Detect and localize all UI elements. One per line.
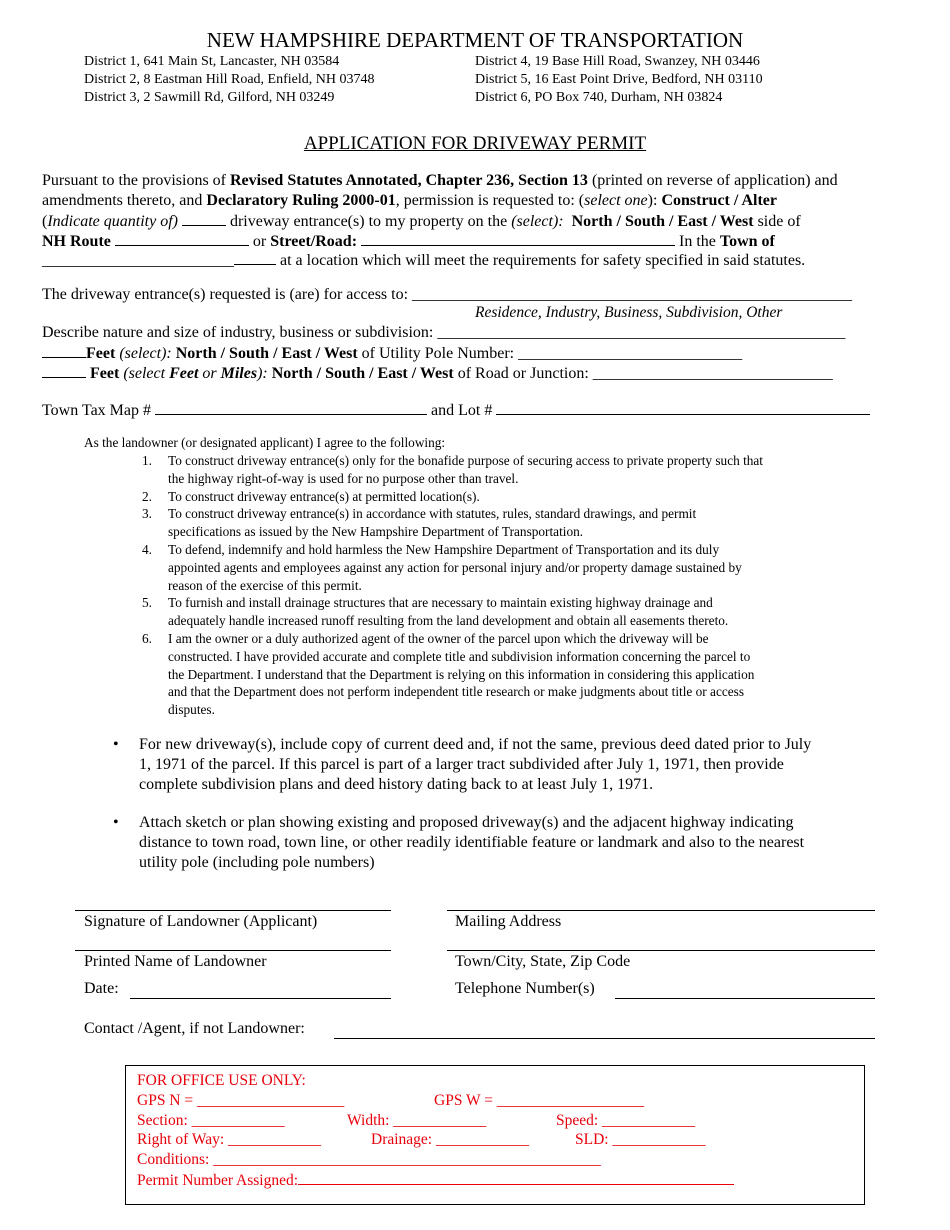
intro-line-4: NH Route or Street/Road: In the Town of — [42, 233, 775, 250]
width-field: Width: ____________ — [347, 1112, 487, 1129]
district-3: District 3, 2 Sawmill Rd, Gilford, NH 03249 — [84, 90, 335, 105]
bullet-icon: • — [113, 814, 119, 831]
department-title: NEW HAMPSHIRE DEPARTMENT OF TRANSPORTATION — [206, 28, 744, 52]
intro-line-5: ________________________ at a location which will meet the requirements for safety specified in said statutes. — [42, 252, 806, 269]
mailing-address-line[interactable] — [447, 910, 875, 911]
date-field[interactable] — [130, 998, 391, 999]
term-text-line: and that the Department does not perform independent title research or make judgments about title or access — [168, 684, 744, 700]
district-2: District 2, 8 Eastman Hill Road, Enfield, NH 03748 — [84, 72, 375, 87]
district-6: District 6, PO Box 740, Durham, NH 03824 — [475, 90, 723, 105]
bullet-text-line: Attach sketch or plan showing existing and proposed driveway(s) and the adjacent highway indicating — [139, 814, 794, 831]
junction-direction-select[interactable]: North / South / East / West — [271, 365, 454, 382]
term-item — [138, 488, 763, 506]
term-item — [138, 452, 763, 488]
term-item — [138, 630, 763, 719]
term-text-line: To construct driveway entrance(s) only for the bonafide purpose of securing access to private property such that — [168, 453, 764, 468]
lot-field[interactable] — [496, 400, 870, 415]
bullet-sketch — [113, 813, 879, 873]
town-state-zip-line[interactable] — [447, 950, 875, 951]
district-4: District 4, 19 Base Hill Road, Swanzey, NH 03446 — [475, 54, 760, 69]
bullet-deed — [113, 735, 879, 795]
bullet-text-line: utility pole (including pole numbers) — [139, 854, 375, 871]
term-number: 6 . — [138, 630, 152, 648]
mailing-address-label: Mailing Address — [455, 913, 562, 930]
tax-map-field[interactable] — [155, 400, 427, 415]
gps-n-field: GPS N = ___________________ — [137, 1092, 345, 1109]
access-row: The driveway entrance(s) requested is (are) for access to: _______________________________________________________ — [42, 286, 853, 303]
term-text-line: To construct driveway entrance(s) at permitted location(s). — [168, 488, 480, 504]
contact-field[interactable] — [334, 1038, 875, 1039]
bullet-icon: • — [113, 736, 119, 753]
term-text-line: disputes. — [168, 702, 215, 718]
telephone-field[interactable] — [615, 998, 875, 999]
town-field[interactable]: ________________________ — [42, 252, 234, 269]
intro-line-2: amendments thereto, and Declaratory Ruling 2000-01, permission is requested to: (select one): Construct / Alter — [42, 192, 777, 209]
pole-direction-select[interactable]: North / South / East / West — [175, 345, 358, 362]
terms-list — [138, 452, 763, 719]
date-label: Date: — [84, 980, 119, 997]
term-text-line: specifications as issued by the New Hampshire Department of Transportation. — [168, 524, 584, 540]
signature-label: Signature of Landowner (Applicant) — [84, 913, 318, 930]
signature-line[interactable] — [75, 910, 391, 911]
junction-field[interactable]: ______________________________ — [592, 365, 833, 382]
describe-row: Describe nature and size of industry, business or subdivision: ___________________________________________________ — [42, 324, 846, 341]
speed-field: Speed: ____________ — [556, 1112, 696, 1129]
term-item — [138, 541, 763, 594]
junction-row: Feet (select Feet or Miles): North / South / East / West of Road or Junction: ______________________________ — [42, 363, 833, 384]
conditions-field: Conditions: __________________________________________________ — [137, 1151, 601, 1168]
term-text-line: the Department. I understand that the Department is relying on this information in considering this application — [168, 666, 755, 682]
intro-line-3: (Indicate quantity of) driveway entrance(s) to my property on the (select): North / South / East / West side of — [42, 213, 801, 230]
term-number: 5 . — [138, 594, 152, 612]
side-direction-select[interactable]: North / South / East / West — [571, 213, 754, 230]
term-text-line: reason of the exercise of this permit. — [168, 577, 362, 593]
bullet-text-line: complete subdivision plans and deed history dating back to at least July 1, 1971. — [139, 776, 654, 793]
office-title: FOR OFFICE USE ONLY: — [137, 1072, 306, 1089]
term-number: 3 . — [138, 505, 152, 523]
district-1: District 1, 641 Main St, Lancaster, NH 03584 — [84, 54, 340, 69]
access-field[interactable]: _______________________________________________________ — [412, 286, 853, 303]
term-text-line: the highway right-of-way is used for no purpose other than travel. — [168, 470, 519, 486]
term-text-line: appointed agents and employees against any action for personal injury and/or property damage sustained by — [168, 559, 742, 575]
contact-label: Contact /Agent, if not Landowner: — [84, 1020, 305, 1037]
taxmap-row: Town Tax Map # and Lot # — [42, 400, 870, 421]
printed-name-label: Printed Name of Landowner — [84, 953, 267, 970]
pole-number-field[interactable]: ____________________________ — [518, 345, 743, 362]
printed-name-line[interactable] — [75, 950, 391, 951]
drainage-field: Drainage: ____________ — [371, 1131, 529, 1148]
agree-intro: As the landowner (or designated applicant) I agree to the following: — [84, 435, 446, 450]
section-field: Section: ____________ — [137, 1112, 285, 1129]
term-text-line: adequately handle increased runoff resulting from the land development and obtain all easements thereto. — [168, 613, 729, 629]
junction-distance-field[interactable] — [42, 363, 86, 378]
term-text-line: To furnish and install drainage structures that are necessary to maintain existing highway drainage and — [168, 595, 713, 611]
permit-number-field: Permit Number Assigned: — [137, 1170, 734, 1191]
term-item — [138, 594, 763, 630]
term-number: 4 . — [138, 541, 152, 559]
term-text-line: To construct driveway entrance(s) in accordance with statutes, rules, standard drawings, and permit — [168, 506, 697, 522]
term-text-line: To defend, indemnify and hold harmless the New Hampshire Department of Transportation and its duly — [168, 541, 720, 557]
nh-route-field[interactable] — [115, 231, 249, 246]
term-number: 1 . — [138, 452, 152, 470]
pole-row: Feet (select): North / South / East / West of Utility Pole Number: ____________________________ — [42, 343, 742, 364]
street-road-field[interactable] — [361, 231, 675, 246]
district-5: District 5, 16 East Point Drive, Bedford, NH 03110 — [475, 72, 763, 87]
term-number: 2 . — [138, 488, 152, 506]
bullet-text-line: distance to town road, town line, or other readily identifiable feature or landmark and also to the nearest — [139, 834, 805, 851]
bullet-text-line: For new driveway(s), include copy of current deed and, if not the same, previous deed dated prior to July — [139, 736, 812, 753]
pole-feet-field[interactable] — [42, 343, 86, 358]
quantity-field[interactable] — [182, 211, 226, 226]
districts-left — [84, 53, 374, 107]
describe-field[interactable]: ___________________________________________________ — [437, 324, 846, 341]
term-text-line: I am the owner or a duly authorized agent of the owner of the parcel upon which the driveway will be — [168, 630, 709, 646]
telephone-label: Telephone Number(s) — [455, 980, 595, 997]
districts-right — [475, 53, 763, 107]
town-state-zip-label: Town/City, State, Zip Code — [455, 953, 631, 970]
construct-alter-option[interactable]: Construct / Alter — [661, 192, 777, 209]
access-hint: Residence, Industry, Business, Subdivision, Other — [475, 304, 783, 321]
bullet-text-line: 1, 1971 of the parcel. If this parcel is part of a larger tract subdivided after July 1, 1971, then provide — [139, 756, 784, 773]
gps-w-field: GPS W = ___________________ — [434, 1092, 645, 1109]
term-text-line: constructed. I have provided accurate and complete title and subdivision information concerning the parcel to — [168, 648, 751, 664]
form-title: APPLICATION FOR DRIVEWAY PERMIT — [303, 133, 647, 154]
sld-field: SLD: ____________ — [575, 1131, 706, 1148]
term-item — [138, 505, 763, 541]
right-of-way-field: Right of Way: ____________ — [137, 1131, 322, 1148]
intro-line-1: Pursuant to the provisions of Revised Statutes Annotated, Chapter 236, Section 13 (printed on reverse of application) and — [42, 172, 838, 189]
